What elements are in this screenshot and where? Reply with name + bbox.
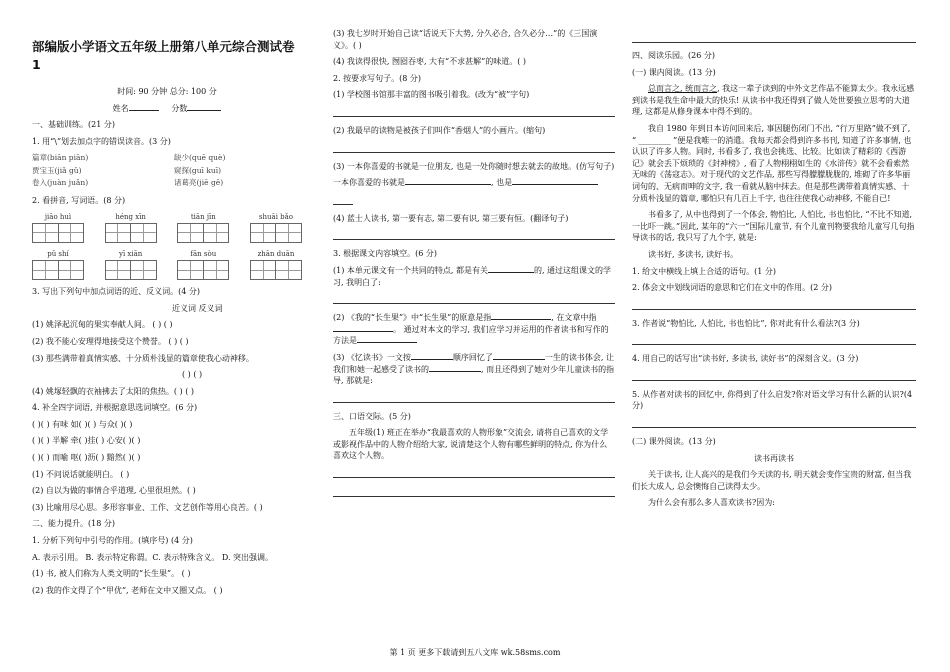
pinyin-label: fān sòu — [190, 249, 217, 258]
q4-row: ( )( ) 有味 如( )( ) 与众( )( ) — [32, 419, 133, 429]
reading-1-question: 2. 体会文中划线词语的意思和它们在文中的作用。(2 分) — [632, 283, 833, 293]
q4-item: (3) 比喻用尽心思。多形容事业、工作、文艺创作等用心良苦。( ) — [32, 502, 263, 512]
fill-blank[interactable] — [491, 319, 551, 320]
fill-blank[interactable] — [512, 184, 598, 185]
time-score: 时间: 90 分钟 总分: 100 分 — [117, 87, 217, 97]
reading-1-para — [632, 83, 916, 118]
writing-cells[interactable] — [105, 260, 157, 280]
q7-item — [333, 312, 615, 347]
pinyin-label: zhān duān — [257, 249, 295, 258]
reading-2-para: 关于读书, 让人高兴的是我们今天读的书, 明天就会变作宝贵的财富, 但当我们长大成人, 总会懊悔自己读得太少。 — [632, 470, 912, 491]
pinyin-label: shuāi bǎo — [258, 212, 294, 221]
q7-text: (1) 本单元课文有一个共同的特点, 都是有关 — [333, 265, 488, 275]
q6-fill-text: , 也是 — [491, 178, 513, 188]
q3-column-head: 近义词 反义词 — [172, 303, 223, 313]
pinyin-box — [177, 212, 229, 243]
pinyin-label: héng xīn — [115, 212, 146, 221]
q4-row: ( )( ) 而喻 呕( )沥( ) 黯然( )( ) — [32, 453, 141, 463]
q6-prompt: 2. 按要求写句子。(8 分) — [333, 73, 422, 83]
reading-1-question: 5. 从作者对读书的回忆中, 你得到了什么启发?你对语文学习有什么新的认识?(4 分) — [632, 389, 913, 411]
pinyin-box — [105, 249, 157, 280]
pinyin-box — [32, 212, 84, 243]
writing-cells[interactable] — [32, 223, 84, 243]
q5-item: (3) 我七岁时开始自己读“话说天下大势, 分久必合, 合久必分…”的《三国演义》。( ) — [333, 29, 598, 50]
pinyin-box — [105, 212, 157, 243]
q1-word: 窥探(guī kuī) — [174, 165, 222, 175]
pinyin-box — [177, 249, 229, 280]
fill-blank[interactable] — [429, 371, 481, 372]
pinyin-grid-row-2 — [32, 249, 302, 280]
reading-1-question: 4. 用自己的话写出“读书好, 多读书, 读好书”的深刻含义。(3 分) — [632, 354, 859, 364]
reading-1-para: 书看多了, 从中也得到了一个体会, 物怕比, 人怕比, 书也怕比, “不比不知道, 一比吓一跳。”因此, 某年的“六一”国际儿童节, 有个儿童刊物要我给儿童写几句指导读书的话, 我只写了九个字, 就是: — [632, 210, 915, 243]
q3-item: (2) 我不能心安理得地接受这个赞誉。 ( ) ( ) — [32, 336, 189, 346]
q4-item: (2) 自以为做的事情合乎道理, 心里很坦然。( ) — [32, 486, 196, 496]
q7-text: (3) 《忆读书》一文按 — [333, 352, 411, 362]
name-score-line — [32, 103, 302, 115]
para-text: , 我这一辈子读到的中外文艺作品不能算太少。我永远感到读书是我生命中最大的快乐! 从读书中我还得到了做人处世要独立思考的大道理, 这都是从修身课本中得不到的。 — [632, 84, 915, 117]
q5-item: (2) 我的作文得了个“甲优”, 老师在文中又圈又点。 ( ) — [32, 585, 223, 595]
reading-2-heading: (二) 课外阅读。(13 分) — [632, 437, 716, 447]
q3-item: (1) 姚泽起沉甸的果实奉献人间。 ( ) ( ) — [32, 320, 173, 330]
q3-prompt: 3. 写出下列句中加点词语的近、反义词。(4 分) — [32, 287, 201, 297]
writing-cells[interactable] — [177, 223, 229, 243]
q7-item — [333, 352, 615, 387]
q1-word: 缺少(quē què) — [174, 152, 226, 162]
answer-line[interactable] — [333, 467, 615, 478]
q3-item: (3) 那些满带着真情实感、十分质朴浅显的篇章使我心动神移。 — [32, 353, 254, 363]
writing-cells[interactable] — [250, 260, 302, 280]
reading-1-heading: (一) 课内阅读。(13 分) — [632, 67, 716, 77]
answer-line[interactable] — [632, 370, 916, 381]
reading-2-para: 为什么会有那么多人喜欢读书?因为: — [648, 498, 775, 508]
section-1-heading: 一、基础训练。(21 分) — [32, 120, 115, 130]
writing-cells[interactable] — [177, 260, 229, 280]
q6-item: (1) 学校图书馆那丰富的图书吸引着我。(改为“被”字句) — [333, 90, 530, 100]
page-title: 部编版小学语文五年级上册第八单元综合测试卷 1 — [32, 39, 295, 73]
q4-item: (1) 不问说话就能明白。 ( ) — [32, 469, 130, 479]
pinyin-label: yī xiān — [119, 249, 143, 258]
q3-item-blanks: ( ) ( ) — [182, 370, 203, 380]
answer-line[interactable] — [333, 293, 615, 304]
q7-text: 。 通过对本文的学习, 我们应学习并运用的作者读书和写作的方法是 — [333, 324, 609, 346]
q6-item: (4) 蓝士人读书, 第一要有志, 第二要有识, 第三要有恒。(翻译句子) — [333, 213, 569, 223]
pinyin-box — [250, 249, 302, 280]
q1-word: 篇章(biān piān) — [32, 152, 89, 162]
q4-row: ( )( ) 半解 牵( )挂( ) 心安( )( ) — [32, 436, 141, 446]
name-label: 姓名 — [112, 103, 129, 113]
underlined-phrase: 总而言之, 统而言之 — [648, 84, 718, 94]
name-blank[interactable] — [129, 110, 159, 111]
section-3-heading: 三、口语交际。(5 分) — [333, 411, 411, 421]
section-2-heading: 二、能力提升。(18 分) — [32, 519, 115, 529]
column-middle — [333, 28, 615, 505]
q8-prompt: 五年级(1) 班正在举办“我最喜欢的人物形象”交流会, 请将自己喜欢的文学或影视作品中的人物介绍给大家, 说清楚这个人物有哪些鲜明的特点, 你为什么喜欢这个人物。 — [333, 428, 609, 461]
answer-line[interactable] — [632, 42, 916, 43]
q1-word: 诸葛亮(jiē gě) — [174, 178, 224, 188]
reading-1-para: 读书好, 多读书, 读好书。 — [648, 249, 739, 259]
answer-line[interactable] — [333, 392, 615, 403]
fill-blank[interactable] — [405, 184, 491, 185]
answer-line[interactable] — [632, 334, 916, 345]
column-right — [632, 50, 916, 514]
q1-prompt: 1. 用“\”划去加点字的错误读音。(3 分) — [32, 137, 171, 147]
writing-cells[interactable] — [32, 260, 84, 280]
pinyin-label: pǔ shí — [47, 249, 69, 258]
answer-line[interactable] — [632, 417, 916, 428]
writing-cells[interactable] — [105, 223, 157, 243]
q6-fill-text: 一本你喜爱的书就是 — [333, 178, 405, 188]
q5-options: A. 表示引用。 B. 表示特定称谓。C. 表示特殊含义。 D. 突出强调。 — [32, 552, 274, 562]
q1-word: 贾宝玉(jiǎ gǔ) — [32, 165, 82, 175]
q5-item: (4) 我读得很快, 囫囵吞枣, 大有“不求甚解”的味道。( ) — [333, 57, 527, 67]
fill-blank[interactable] — [488, 272, 534, 273]
q7-item — [333, 265, 615, 288]
pinyin-box — [32, 249, 84, 280]
reading-1-para: 我自 1980 年到日本访问回来后, 事因腿伤闭门不出, “行万里路”做不到了, “ ________ ”便是我唯一的消遣。我每天都会得到许多书刊, 知道了许多事情, 也认识了许多人物。同时, 书看多了, 我也会挑选、比较。比如读了精彩的《西游记》就会丢下烦琐的《封神榜》, 看了人物栩栩如生的《水浒传》就不会看索然无味的《荡寇志》。对于现代的文艺作品, 那些写得朦朦胧胧的, 堆砌了许多华丽词句的、无病而呻的文字, 我一看就从脑中抹去。但是那些满带着真情实感、十分质朴浅显的篇章, 哪怕只有几百上千字, 也往往使我心动神移, 不能自已! — [632, 123, 912, 203]
answer-line[interactable] — [333, 486, 615, 497]
q5-prompt: 1. 分析下列句中引号的作用。(填序号) (4 分) — [32, 536, 193, 546]
pinyin-label: tiān jīn — [190, 212, 216, 221]
score-blank[interactable] — [187, 110, 221, 111]
answer-line[interactable] — [333, 106, 615, 117]
answer-line[interactable] — [333, 142, 615, 153]
section-4-heading: 四、阅读乐园。(26 分) — [632, 51, 715, 60]
pinyin-label: jiāo huì — [44, 212, 72, 221]
q7-text: 的, 通过这组课文的学习, 我明白了: — [333, 265, 612, 287]
fill-blank[interactable] — [357, 342, 417, 343]
reading-1-question: 3. 作者说“物怕比, 人怕比, 书也怕比”, 你对此有什么看法?(3 分) — [632, 318, 860, 328]
writing-cells[interactable] — [250, 223, 302, 243]
q7-text: 顺序回忆了 — [452, 352, 493, 362]
answer-line[interactable] — [333, 229, 615, 240]
q6-item: (3) 一本你喜爱的书就是一位朋友, 也是一处你随时想去就去的故地。(仿写句子) — [333, 161, 615, 171]
column-left — [32, 28, 302, 601]
fill-blank[interactable] — [493, 359, 545, 360]
q2-prompt: 2. 看拼音, 写词语。(8 分) — [32, 196, 126, 206]
fill-blank[interactable] — [333, 331, 393, 332]
pinyin-box — [250, 212, 302, 243]
q6-item: (2) 我最早的读物是被孩子们叫作“香烟人”的小画片。(缩句) — [333, 125, 546, 135]
q5-item: (1) 书, 被人们称为人类文明的“长生果”。 ( ) — [32, 569, 191, 579]
q4-prompt: 4. 补全四字词语, 并根据意思选词填空。(6 分) — [32, 403, 198, 413]
reading-1-question: 1. 给文中横线上填上合适的语句。(1 分) — [632, 266, 777, 276]
q6-fill — [333, 177, 615, 189]
q7-text: , 在文章中指 — [551, 313, 597, 323]
answer-line[interactable] — [632, 299, 916, 310]
page-footer: 第 1 页 更多下载请到五八文库 wk.58sms.com — [389, 648, 561, 657]
q3-item: (4) 姚塚轻飘的衣袖拂去了太阳的焦热。( ) ( ) — [32, 386, 194, 396]
fill-blank[interactable] — [411, 359, 453, 360]
q1-word: 卷入(juàn juǎn) — [32, 178, 89, 188]
q7-text: 一生的读书体会, 让我们和她一起感受了读书的 — [333, 352, 614, 374]
q7-text: (2) 《我的“长生果”》中“长生果”的原意是指 — [333, 313, 492, 323]
answer-line[interactable] — [333, 194, 353, 205]
q7-text: , 而且还得到了她对少年儿童读书的指导, 那就是: — [333, 364, 615, 386]
score-label: 分数 — [171, 103, 188, 113]
reading-2-title: 读书再读书 — [754, 453, 794, 463]
q7-prompt: 3. 根据课文内容填空。(6 分) — [333, 249, 438, 259]
q1-word-list — [32, 153, 302, 190]
pinyin-grid-row-1 — [32, 212, 302, 243]
